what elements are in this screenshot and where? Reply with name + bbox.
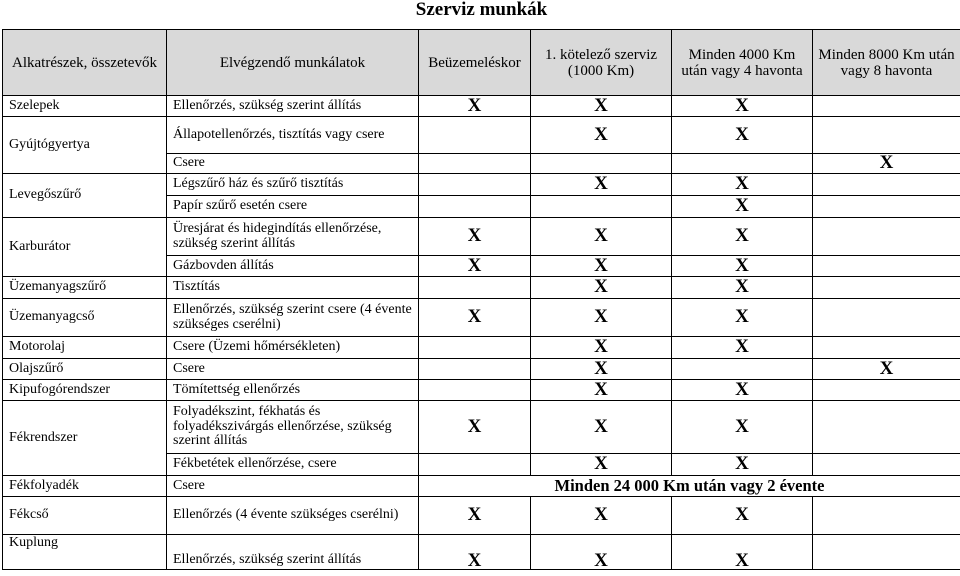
- component-cell: Üzemanyagcső: [3, 299, 167, 337]
- task-cell: Üresjárat és hidegindítás ellenőrzése, szükség szerint állítás: [167, 218, 419, 256]
- check-mark: X: [672, 401, 813, 454]
- header-components: Alkatrészek, összetevők: [3, 30, 167, 96]
- empty-cell: [419, 454, 531, 476]
- header-every-8000km: Minden 8000 Km után vagy 8 havonta: [813, 30, 960, 96]
- check-mark: X: [531, 337, 672, 359]
- header-first-service: 1. kötelező szerviz (1000 Km): [531, 30, 672, 96]
- empty-cell: [813, 535, 960, 570]
- check-mark: X: [813, 359, 960, 380]
- check-mark: X: [672, 96, 813, 117]
- empty-cell: [672, 359, 813, 380]
- empty-cell: [419, 337, 531, 359]
- task-cell: Ellenőrzés, szükség szerint csere (4 évente szükséges cserélni): [167, 299, 419, 337]
- check-mark: X: [531, 497, 672, 535]
- check-mark: X: [672, 218, 813, 256]
- check-mark: X: [419, 401, 531, 454]
- check-mark: X: [672, 256, 813, 277]
- task-cell: Csere: [167, 154, 419, 174]
- check-mark: X: [672, 117, 813, 154]
- table-row: [3, 218, 960, 256]
- check-mark: X: [531, 96, 672, 117]
- empty-cell: [813, 380, 960, 401]
- component-cell: Fékcső: [3, 497, 167, 535]
- check-mark: X: [419, 96, 531, 117]
- header-row: [3, 30, 960, 96]
- task-cell: Fékbetétek ellenőrzése, csere: [167, 454, 419, 476]
- task-cell: Gázbovden állítás: [167, 256, 419, 277]
- check-mark: X: [419, 497, 531, 535]
- table-row: [3, 476, 960, 497]
- empty-cell: [813, 174, 960, 196]
- table-row: [3, 337, 960, 359]
- task-cell: Csere: [167, 476, 419, 497]
- check-mark: X: [672, 174, 813, 196]
- component-cell: Szelepek: [3, 96, 167, 117]
- empty-cell: [813, 454, 960, 476]
- check-mark: X: [531, 454, 672, 476]
- empty-cell: [813, 96, 960, 117]
- check-mark: X: [672, 454, 813, 476]
- task-cell: Tömítettség ellenőrzés: [167, 380, 419, 401]
- empty-cell: [531, 196, 672, 218]
- component-cell: Motorolaj: [3, 337, 167, 359]
- empty-cell: [813, 337, 960, 359]
- check-mark: X: [531, 218, 672, 256]
- check-mark: X: [531, 299, 672, 337]
- check-mark: X: [672, 196, 813, 218]
- empty-cell: [419, 277, 531, 299]
- empty-cell: [813, 299, 960, 337]
- component-cell: Fékrendszer: [3, 401, 167, 476]
- table-row: [3, 359, 960, 380]
- check-mark: X: [672, 277, 813, 299]
- check-mark: X: [531, 277, 672, 299]
- component-cell: Karburátor: [3, 218, 167, 277]
- task-cell: Tisztítás: [167, 277, 419, 299]
- empty-cell: [531, 154, 672, 174]
- empty-cell: [813, 256, 960, 277]
- empty-cell: [813, 497, 960, 535]
- table-row: [3, 535, 960, 570]
- check-mark: X: [531, 117, 672, 154]
- task-cell: Ellenőrzés, szükség szerint állítás: [167, 535, 419, 570]
- check-mark: X: [531, 174, 672, 196]
- empty-cell: [419, 117, 531, 154]
- component-cell: Olajszűrő: [3, 359, 167, 380]
- table-row: [3, 96, 960, 117]
- interval-note: Minden 24 000 Km után vagy 2 évente: [419, 476, 960, 497]
- header-commissioning: Beüzemeléskor: [419, 30, 531, 96]
- component-cell: Levegőszűrő: [3, 174, 167, 218]
- page-title: Szerviz munkák: [415, 0, 548, 20]
- task-cell: Állapotellenőrzés, tisztítás vagy csere: [167, 117, 419, 154]
- check-mark: X: [672, 497, 813, 535]
- check-mark: X: [672, 337, 813, 359]
- empty-cell: [813, 196, 960, 218]
- check-mark: X: [813, 154, 960, 174]
- empty-cell: [672, 154, 813, 174]
- task-cell: Légszűrő ház és szűrő tisztítás: [167, 174, 419, 196]
- empty-cell: [419, 196, 531, 218]
- check-mark: X: [531, 401, 672, 454]
- component-cell: Üzemanyagszűrő: [3, 277, 167, 299]
- header-every-4000km: Minden 4000 Km után vagy 4 havonta: [672, 30, 813, 96]
- empty-cell: [419, 154, 531, 174]
- empty-cell: [813, 218, 960, 256]
- table-row: [3, 277, 960, 299]
- component-cell: Fékfolyadék: [3, 476, 167, 497]
- task-cell: Csere: [167, 359, 419, 380]
- table-row: [3, 401, 960, 454]
- component-cell: Kuplung: [3, 535, 167, 570]
- check-mark: X: [531, 359, 672, 380]
- task-cell: Ellenőrzés, szükség szerint állítás: [167, 96, 419, 117]
- table-row: [3, 117, 960, 154]
- table-row: [3, 174, 960, 196]
- check-mark: X: [672, 299, 813, 337]
- empty-cell: [813, 401, 960, 454]
- table-row: [3, 299, 960, 337]
- task-cell: Folyadékszint, fékhatás és folyadékszivárgás ellenőrzése, szükség szerint állítás: [167, 401, 419, 454]
- component-cell: Gyújtógyertya: [3, 117, 167, 174]
- empty-cell: [419, 174, 531, 196]
- check-mark: X: [531, 535, 672, 570]
- service-schedule-table: [2, 29, 960, 570]
- header-tasks: Elvégzendő munkálatok: [167, 30, 419, 96]
- task-cell: Ellenőrzés (4 évente szükséges cserélni): [167, 497, 419, 535]
- check-mark: X: [531, 380, 672, 401]
- check-mark: X: [419, 535, 531, 570]
- check-mark: X: [531, 256, 672, 277]
- check-mark: X: [419, 299, 531, 337]
- task-cell: Papír szűrő esetén csere: [167, 196, 419, 218]
- component-cell: Kipufogórendszer: [3, 380, 167, 401]
- empty-cell: [813, 277, 960, 299]
- table-row: [3, 380, 960, 401]
- check-mark: X: [672, 535, 813, 570]
- empty-cell: [419, 380, 531, 401]
- check-mark: X: [419, 218, 531, 256]
- empty-cell: [419, 359, 531, 380]
- table-row: [3, 497, 960, 535]
- empty-cell: [813, 117, 960, 154]
- task-cell: Csere (Üzemi hőmérsékleten): [167, 337, 419, 359]
- check-mark: X: [672, 380, 813, 401]
- check-mark: X: [419, 256, 531, 277]
